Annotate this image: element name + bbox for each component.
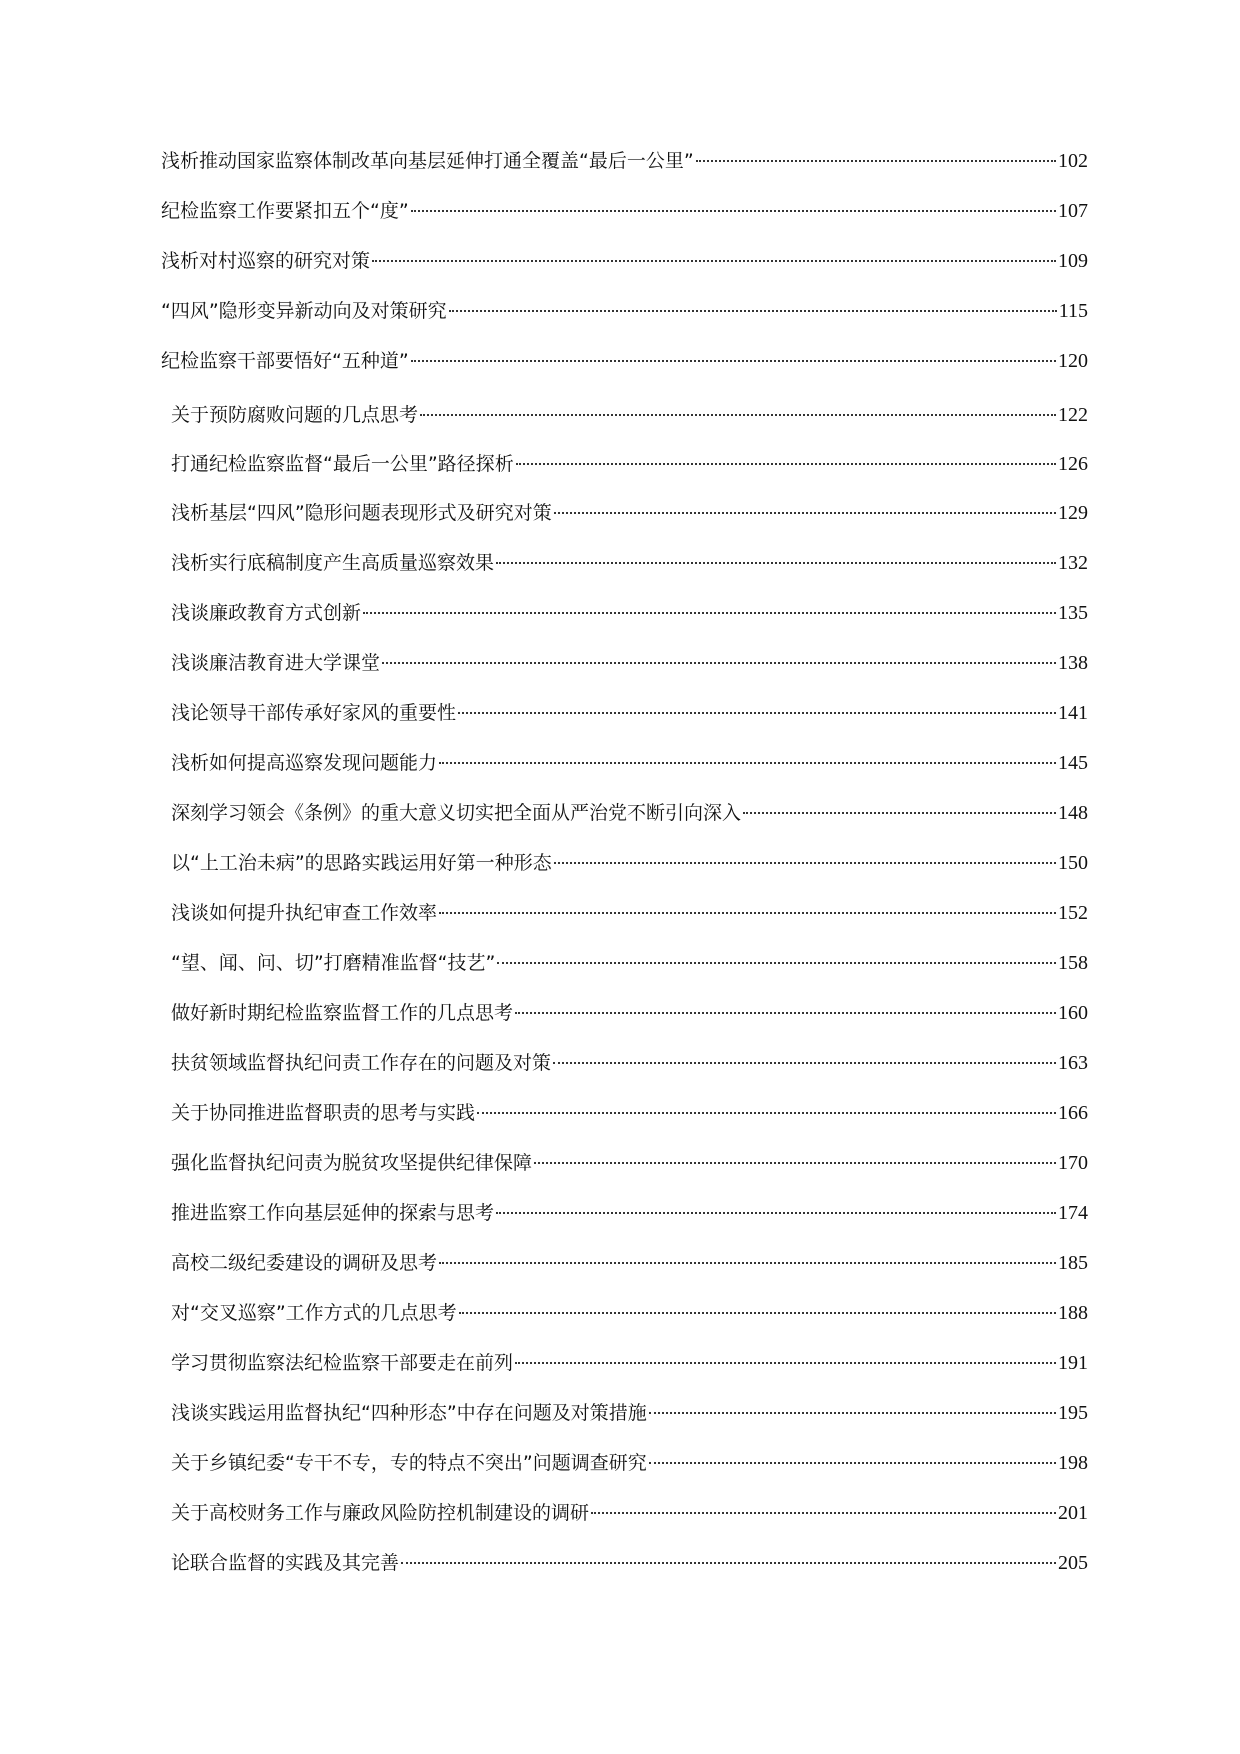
toc-entry-title: 浅析如何提高巡察发现问题能力 (171, 752, 438, 774)
toc-dot-leader (372, 260, 1056, 262)
toc-entry[interactable] (171, 998, 1088, 1028)
toc-entry[interactable] (171, 498, 1088, 528)
toc-entry[interactable] (171, 1298, 1088, 1328)
toc-page-number: 126 (1058, 453, 1088, 475)
toc-dot-leader (497, 962, 1056, 964)
toc-dot-leader (553, 1062, 1056, 1064)
toc-entry-title: 浅谈如何提升执纪审查工作效率 (171, 902, 438, 924)
toc-entry[interactable] (171, 898, 1088, 928)
toc-entry[interactable] (171, 1498, 1088, 1528)
toc-entry[interactable] (171, 1448, 1088, 1478)
toc-page-number: 166 (1058, 1102, 1088, 1124)
toc-page-number: 141 (1058, 702, 1088, 724)
toc-entry[interactable] (171, 948, 1088, 978)
toc-page-number: 135 (1058, 602, 1088, 624)
toc-entry-title: 做好新时期纪检监察监督工作的几点思考 (171, 1002, 514, 1024)
toc-page-number: 132 (1058, 552, 1088, 574)
toc-entry-title: 打通纪检监察监督“最后一公里”路径探析 (171, 453, 514, 475)
toc-entry-title: 浅谈实践运用监督执纪“四种形态”中存在问题及对策措施 (171, 1402, 647, 1424)
toc-entry[interactable] (171, 1248, 1088, 1278)
toc-entry[interactable] (171, 1198, 1088, 1228)
toc-dot-leader (649, 1412, 1056, 1414)
toc-page-number: 150 (1058, 852, 1088, 874)
toc-entry-title: 浅析实行底稿制度产生高质量巡察效果 (171, 552, 495, 574)
toc-dot-leader (554, 862, 1056, 864)
toc-page-number: 107 (1058, 200, 1088, 222)
toc-entry[interactable] (171, 598, 1088, 628)
toc-entry-title: 关于乡镇纪委“专干不专，专的特点不突出”问题调查研究 (171, 1452, 647, 1474)
toc-page-number: 158 (1058, 952, 1088, 974)
toc-page-number: 174 (1058, 1202, 1088, 1224)
toc-page-number: 152 (1058, 902, 1088, 924)
toc-dot-leader (591, 1512, 1056, 1514)
toc-dot-leader (382, 662, 1056, 664)
toc-entry[interactable] (161, 196, 1088, 226)
toc-dot-leader (496, 1212, 1056, 1214)
toc-entry-title: 关于协同推进监督职责的思考与实践 (171, 1102, 476, 1124)
toc-dot-leader (458, 712, 1056, 714)
toc-entry[interactable] (161, 296, 1088, 326)
toc-page-number: 185 (1058, 1252, 1088, 1274)
toc-entry-title: 纪检监察干部要悟好“五种道” (161, 350, 409, 372)
toc-entry-title: 纪检监察工作要紧扣五个“度” (161, 200, 409, 222)
toc-entry[interactable] (171, 1098, 1088, 1128)
toc-entry[interactable] (171, 698, 1088, 728)
toc-entry[interactable] (161, 146, 1088, 176)
toc-entry-title: 学习贯彻监察法纪检监察干部要走在前列 (171, 1352, 514, 1374)
toc-entry-title: 浅析推动国家监察体制改革向基层延伸打通全覆盖“最后一公里” (161, 150, 694, 172)
toc-dot-leader (449, 310, 1057, 312)
toc-entry-title: 论联合监督的实践及其完善 (171, 1552, 400, 1574)
toc-entry-title: 浅析基层“四风”隐形问题表现形式及研究对策 (171, 502, 552, 524)
toc-page-number: 205 (1058, 1552, 1088, 1574)
toc-dot-leader (439, 1262, 1056, 1264)
toc-entry-title: 浅谈廉政教育方式创新 (171, 602, 362, 624)
toc-page-number: 148 (1058, 802, 1088, 824)
toc-page-number: 138 (1058, 652, 1088, 674)
toc-page-number: 191 (1058, 1352, 1088, 1374)
toc-dot-leader (363, 612, 1056, 614)
toc-entry-title: 浅析对村巡察的研究对策 (161, 250, 371, 272)
toc-entry[interactable] (171, 449, 1088, 479)
toc-page-number: 170 (1058, 1152, 1088, 1174)
toc-entry-title: 浅论领导干部传承好家风的重要性 (171, 702, 457, 724)
toc-page-number: 201 (1058, 1502, 1088, 1524)
toc-entry[interactable] (171, 648, 1088, 678)
toc-page-number: 145 (1058, 752, 1088, 774)
toc-page-number: 195 (1058, 1402, 1088, 1424)
toc-page-number: 198 (1058, 1452, 1088, 1474)
toc-entry-title: 以“上工治未病”的思路实践运用好第一种形态 (171, 852, 552, 874)
toc-dot-leader (696, 160, 1056, 162)
toc-entry-title: “四风”隐形变异新动向及对策研究 (161, 300, 447, 322)
toc-entry[interactable] (161, 246, 1088, 276)
toc-dot-leader (515, 1362, 1056, 1364)
toc-entry[interactable] (171, 548, 1088, 578)
toc-entry[interactable] (171, 848, 1088, 878)
toc-entry[interactable] (161, 346, 1088, 376)
toc-entry-title: “望、闻、问、切”打磨精准监督“技艺” (171, 952, 496, 974)
toc-dot-leader (439, 762, 1056, 764)
toc-dot-leader (534, 1162, 1056, 1164)
toc-dot-leader (477, 1112, 1056, 1114)
toc-entry-title: 深刻学习领会《条例》的重大意义切实把全面从严治党不断引向深入 (171, 802, 742, 824)
toc-page-number: 188 (1058, 1302, 1088, 1324)
toc-page-number: 120 (1058, 350, 1088, 372)
toc-page-number: 102 (1058, 150, 1088, 172)
toc-dot-leader (743, 812, 1056, 814)
toc-page-number: 129 (1058, 502, 1088, 524)
toc-page-number: 163 (1058, 1052, 1088, 1074)
toc-entry-title: 关于预防腐败问题的几点思考 (171, 404, 419, 426)
toc-page-number: 160 (1058, 1002, 1088, 1024)
toc-dot-leader (649, 1462, 1056, 1464)
toc-dot-leader (554, 512, 1056, 514)
toc-page-number: 115 (1058, 300, 1088, 322)
toc-entry-title: 关于高校财务工作与廉政风险防控机制建设的调研 (171, 1502, 590, 1524)
toc-entry[interactable] (171, 1148, 1088, 1178)
toc-page-number: 109 (1058, 250, 1088, 272)
toc-entry-title: 强化监督执纪问责为脱贫攻坚提供纪律保障 (171, 1152, 533, 1174)
toc-dot-leader (420, 414, 1056, 416)
toc-dot-leader (439, 912, 1056, 914)
toc-dot-leader (459, 1312, 1056, 1314)
toc-entry[interactable] (171, 798, 1088, 828)
toc-entry-title: 对“交叉巡察”工作方式的几点思考 (171, 1302, 457, 1324)
toc-dot-leader (515, 1012, 1056, 1014)
toc-entry-title: 推进监察工作向基层延伸的探索与思考 (171, 1202, 495, 1224)
toc-entry[interactable] (171, 1548, 1088, 1578)
toc-entry[interactable] (171, 748, 1088, 778)
toc-page-number: 122 (1058, 404, 1088, 426)
toc-dot-leader (411, 360, 1056, 362)
toc-entry[interactable] (171, 1398, 1088, 1428)
toc-entry-title: 高校二级纪委建设的调研及思考 (171, 1252, 438, 1274)
toc-dot-leader (516, 463, 1056, 465)
toc-entry[interactable] (171, 1048, 1088, 1078)
toc-entry[interactable] (171, 1348, 1088, 1378)
toc-entry-title: 浅谈廉洁教育进大学课堂 (171, 652, 381, 674)
toc-entry[interactable] (171, 400, 1088, 430)
toc-dot-leader (411, 210, 1056, 212)
toc-entry-title: 扶贫领域监督执纪问责工作存在的问题及对策 (171, 1052, 552, 1074)
toc-dot-leader (401, 1562, 1056, 1564)
toc-dot-leader (496, 562, 1056, 564)
